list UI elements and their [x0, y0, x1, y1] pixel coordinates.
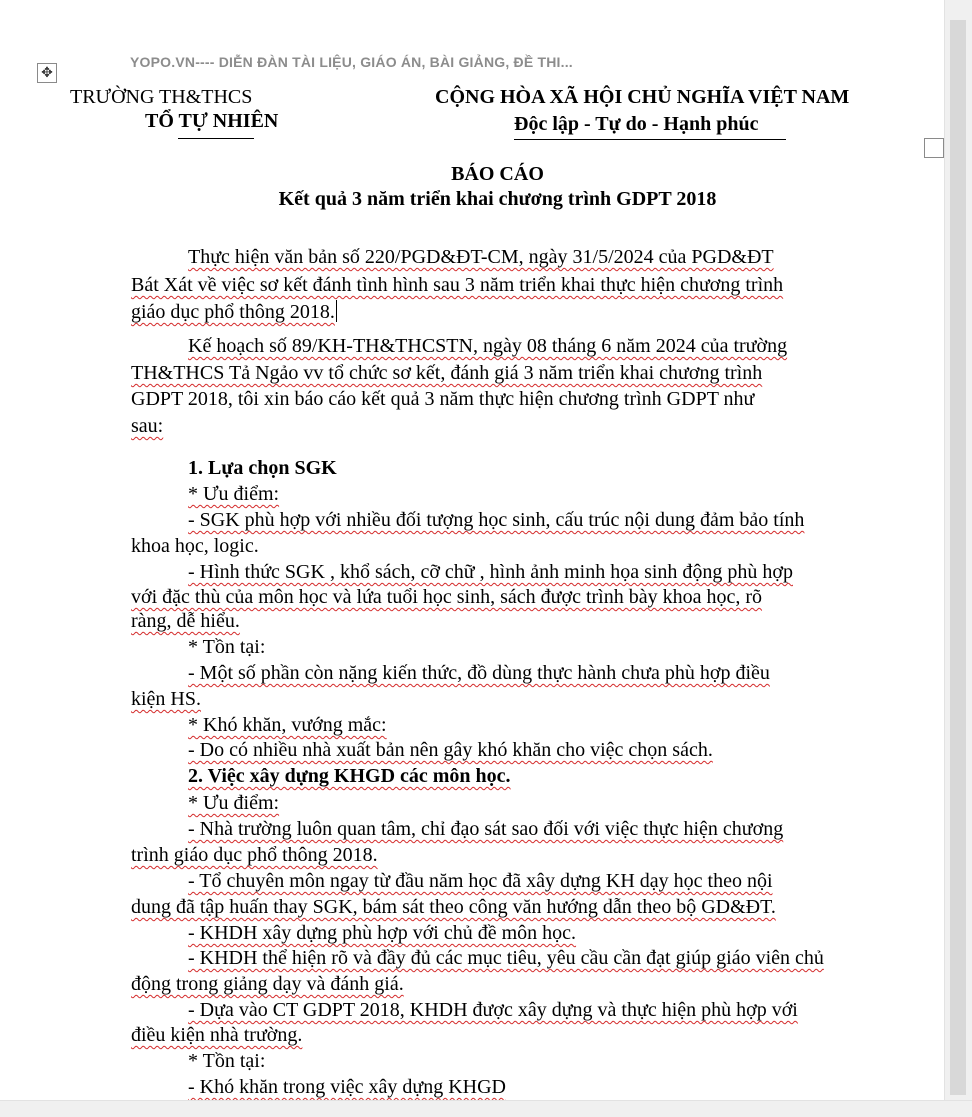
paragraph-line: GDPT 2018, tôi xin báo cáo kết quả 3 năm thực hiện chương trình GDPT như: [131, 388, 755, 410]
national-motto: Độc lập - Tự do - Hạnh phúc: [514, 113, 759, 135]
school-name: TRƯỜNG TH&THCS: [70, 86, 253, 108]
list-item: - KHDH thể hiện rõ và đầy đủ các mục tiêu, yêu cầu cần đạt giúp giáo viên chủ: [188, 947, 824, 969]
department-name: TỔ TỰ NHIÊN: [145, 110, 279, 132]
list-item: điều kiện nhà trường.: [131, 1024, 303, 1046]
list-label: * Tồn tại:: [188, 636, 266, 658]
list-item: - Do có nhiều nhà xuất bản nên gây khó khăn cho việc chọn sách.: [188, 739, 713, 761]
list-item: - Tổ chuyên môn ngay từ đầu năm học đã xây dựng KH dạy học theo nội: [188, 870, 773, 892]
horizontal-scrollbar[interactable]: [0, 1100, 972, 1117]
list-item: khoa học, logic.: [131, 535, 259, 557]
list-item: - KHDH xây dựng phù hợp với chủ đề môn học.: [188, 922, 577, 944]
list-item: ràng, dễ hiểu.: [131, 610, 240, 632]
list-label: * Tồn tại:: [188, 1050, 266, 1072]
report-subtitle: Kết quả 3 năm triển khai chương trình GDPT 2018: [278, 188, 717, 210]
text-cursor: [336, 300, 337, 322]
paragraph-line: Bát Xát về việc sơ kết đánh tình hình sau 3 năm triển khai thực hiện chương trình: [131, 274, 784, 296]
section-heading: 1. Lựa chọn SGK: [188, 457, 337, 479]
list-item: - Khó khăn trong việc xây dựng KHGD: [188, 1076, 506, 1098]
department-underline: [178, 138, 254, 139]
motto-underline: [514, 139, 786, 140]
list-label: * Khó khăn, vướng mắc:: [188, 714, 387, 736]
list-item: với đặc thù của môn học và lứa tuổi học sinh, sách được trình bày khoa học, rõ: [131, 586, 763, 608]
report-title: BÁO CÁO: [451, 163, 544, 185]
list-item: - Một số phần còn nặng kiến thức, đồ dùng thực hành chưa phù hợp điều: [188, 662, 770, 684]
table-move-handle-icon[interactable]: ✥: [37, 63, 57, 83]
list-item: - Nhà trường luôn quan tâm, chỉ đạo sát sao đối với việc thực hiện chương: [188, 818, 784, 840]
paragraph-line: giáo dục phổ thông 2018.: [131, 301, 335, 323]
section-heading: 2. Việc xây dựng KHGD các môn học.: [188, 765, 511, 787]
paragraph-line: sau:: [131, 415, 164, 437]
paragraph-line: Thực hiện văn bản số 220/PGD&ĐT-CM, ngày 31/5/2024 của PGD&ĐT: [188, 246, 774, 268]
list-label: * Ưu điểm:: [188, 792, 280, 814]
table-select-box[interactable]: [924, 138, 944, 158]
paragraph-line: TH&THCS Tả Ngảo vv tổ chức sơ kết, đánh giá 3 năm triển khai chương trình: [131, 362, 763, 384]
watermark-text: YOPO.VN---- DIỄN ĐÀN TÀI LIỆU, GIÁO ÁN, BÀI GIẢNG, ĐỀ THI...: [130, 54, 573, 70]
paragraph-line-with-cursor: [131, 300, 337, 324]
list-item: - SGK phù hợp với nhiều đối tượng học sinh, cấu trúc nội dung đảm bảo tính: [188, 509, 805, 531]
country-name: CỘNG HÒA XÃ HỘI CHỦ NGHĨA VIỆT NAM: [435, 86, 850, 108]
list-label: * Ưu điểm:: [188, 483, 280, 505]
list-item: - Hình thức SGK , khổ sách, cỡ chữ , hình ảnh minh họa sinh động phù hợp: [188, 561, 793, 583]
list-item: trình giáo dục phổ thông 2018.: [131, 844, 378, 866]
list-item: động trong giảng dạy và đánh giá.: [131, 973, 404, 995]
paragraph-line: Kế hoạch số 89/KH-TH&THCSTN, ngày 08 tháng 6 năm 2024 của trường: [188, 335, 788, 357]
list-item: - Dựa vào CT GDPT 2018, KHDH được xây dựng và thực hiện phù hợp với: [188, 999, 798, 1021]
list-item: dung đã tập huấn thay SGK, bám sát theo công văn hướng dẫn theo bộ GD&ĐT.: [131, 896, 776, 918]
list-item: kiện HS.: [131, 688, 201, 710]
scrollbar-thumb[interactable]: [950, 20, 966, 1095]
